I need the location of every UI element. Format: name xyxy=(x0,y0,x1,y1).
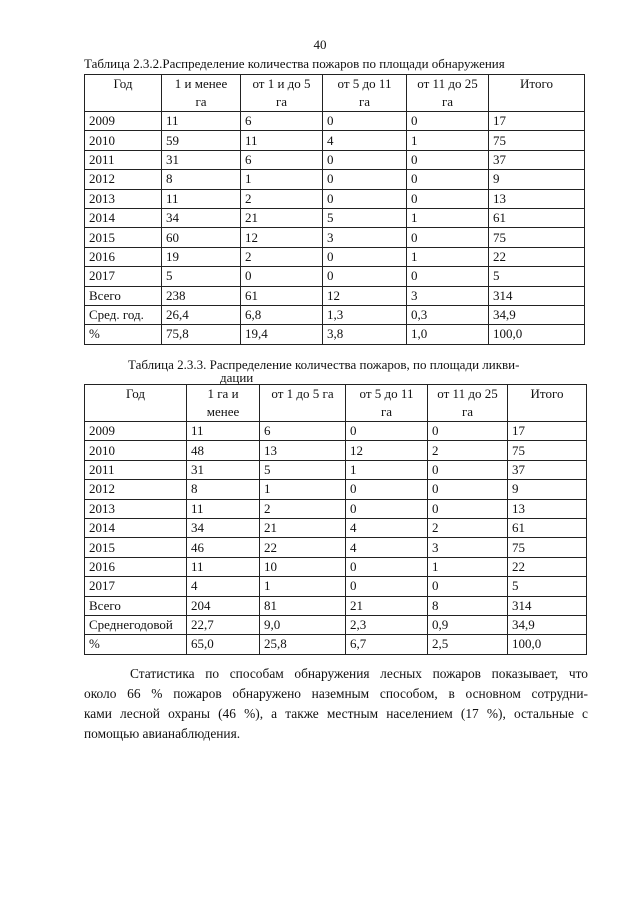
table-cell: 9 xyxy=(489,170,585,189)
table-cell: 31 xyxy=(187,460,260,479)
table-cell: 13 xyxy=(260,441,346,460)
row-label-cell: 2013 xyxy=(85,189,162,208)
table-cell: 6 xyxy=(241,150,323,169)
table-cell: 8 xyxy=(187,480,260,499)
table-cell: 10 xyxy=(260,557,346,576)
table-cell: 0 xyxy=(346,499,428,518)
table-cell: 19 xyxy=(162,247,241,266)
table-cell: 100,0 xyxy=(489,325,585,344)
table-cell: 0 xyxy=(407,170,489,189)
table-cell: 1 xyxy=(260,577,346,596)
table-cell: 11 xyxy=(187,422,260,441)
table-row xyxy=(85,267,585,286)
table-cell: 0 xyxy=(407,228,489,247)
table-cell: 1 xyxy=(241,170,323,189)
table-cell: 1 xyxy=(346,460,428,479)
table-cell: 6,8 xyxy=(241,305,323,324)
table-cell: 5 xyxy=(508,577,587,596)
row-label-cell: 2015 xyxy=(85,538,187,557)
table-cell: 0 xyxy=(407,189,489,208)
column-header-total: Итого xyxy=(489,75,585,112)
table-row xyxy=(85,538,587,557)
table-cell: 1 xyxy=(407,208,489,227)
table-cell: 26,4 xyxy=(162,305,241,324)
row-label-cell: 2015 xyxy=(85,228,162,247)
table-cell: 21 xyxy=(241,208,323,227)
table2-caption-continuation: дации xyxy=(220,370,254,385)
table-cell: 61 xyxy=(508,518,587,537)
table-cell: 11 xyxy=(162,112,241,131)
table-cell: 34 xyxy=(162,208,241,227)
table-cell: 1 xyxy=(407,247,489,266)
column-header-11-to-25ha: от 11 до 25 га xyxy=(428,385,508,422)
table-cell: 2 xyxy=(241,189,323,208)
row-label-cell: Среднегодовой xyxy=(85,615,187,634)
table-cell: 17 xyxy=(489,112,585,131)
table-cell: 19,4 xyxy=(241,325,323,344)
table-cell: 75 xyxy=(508,441,587,460)
table-cell: 204 xyxy=(187,596,260,615)
table-row xyxy=(85,131,585,150)
table-cell: 11 xyxy=(187,557,260,576)
row-label-cell: 2009 xyxy=(85,422,187,441)
table-cell: 75,8 xyxy=(162,325,241,344)
table-cell: 2 xyxy=(428,518,508,537)
column-header-5-to-11ha: от 5 до 11 га xyxy=(346,385,428,422)
row-label-cell: 2014 xyxy=(85,518,187,537)
table-cell: 0 xyxy=(346,557,428,576)
table-cell: 0 xyxy=(407,267,489,286)
table-cell: 1,0 xyxy=(407,325,489,344)
table-row xyxy=(85,518,587,537)
table-row xyxy=(85,596,587,615)
table-row xyxy=(85,247,585,266)
table-cell: 12 xyxy=(241,228,323,247)
table-cell: 8 xyxy=(428,596,508,615)
table-cell: 31 xyxy=(162,150,241,169)
table-cell: 314 xyxy=(508,596,587,615)
table-cell: 0 xyxy=(323,112,407,131)
table-row xyxy=(85,208,585,227)
table-cell: 5 xyxy=(260,460,346,479)
table-row xyxy=(85,189,585,208)
table-cell: 8 xyxy=(162,170,241,189)
table-cell: 4 xyxy=(346,538,428,557)
table-cell: 0 xyxy=(346,480,428,499)
table-row xyxy=(85,615,587,634)
row-label-cell: 2017 xyxy=(85,267,162,286)
table-cell: 0 xyxy=(428,577,508,596)
table-cell: 0 xyxy=(323,170,407,189)
table-cell: 0 xyxy=(346,422,428,441)
table-cell: 3 xyxy=(323,228,407,247)
column-header-1-to-5ha: от 1 и до 5 га xyxy=(241,75,323,112)
row-label-cell: % xyxy=(85,325,162,344)
table-cell: 21 xyxy=(260,518,346,537)
paragraph-line: около 66 % пожаров обнаружено наземным способом, в основном сотрудни- xyxy=(84,686,588,701)
row-label-cell: 2017 xyxy=(85,577,187,596)
table-cell: 0 xyxy=(407,112,489,131)
table-cell: 34,9 xyxy=(489,305,585,324)
table1-caption: Таблица 2.3.2.Распределение количества пожаров по площади обнаружения xyxy=(84,56,505,71)
table-cell: 11 xyxy=(162,189,241,208)
table-cell: 314 xyxy=(489,286,585,305)
table-cell: 46 xyxy=(187,538,260,557)
table-row xyxy=(85,286,585,305)
table-cell: 5 xyxy=(489,267,585,286)
paragraph-line: Статистика по способам обнаружения лесных пожаров показывает, что xyxy=(130,666,588,681)
table-cell: 2 xyxy=(241,247,323,266)
row-label-cell: 2011 xyxy=(85,460,187,479)
row-label-cell: 2016 xyxy=(85,557,187,576)
table-row xyxy=(85,460,587,479)
table-cell: 65,0 xyxy=(187,635,260,654)
table-cell: 61 xyxy=(241,286,323,305)
table-row xyxy=(85,441,587,460)
table-cell: 12 xyxy=(323,286,407,305)
row-label-cell: Всего xyxy=(85,286,162,305)
table-row xyxy=(85,480,587,499)
column-header-1ha-or-less: 1 и менее га xyxy=(162,75,241,112)
table-cell: 5 xyxy=(323,208,407,227)
table-cell: 61 xyxy=(489,208,585,227)
table-cell: 22 xyxy=(489,247,585,266)
table-cell: 1 xyxy=(407,131,489,150)
table-cell: 0 xyxy=(323,267,407,286)
table-cell: 11 xyxy=(241,131,323,150)
table-row xyxy=(85,228,585,247)
table-cell: 2,5 xyxy=(428,635,508,654)
table-cell: 0,9 xyxy=(428,615,508,634)
table-row xyxy=(85,635,587,654)
table-cell: 22 xyxy=(508,557,587,576)
table-cell: 22 xyxy=(260,538,346,557)
table-cell: 37 xyxy=(489,150,585,169)
table-cell: 0 xyxy=(323,189,407,208)
paragraph-line: помощью авианаблюдения. xyxy=(84,726,241,741)
row-label-cell: 2013 xyxy=(85,499,187,518)
table-cell: 13 xyxy=(508,499,587,518)
column-header-total: Итого xyxy=(508,385,587,422)
table-cell: 3 xyxy=(407,286,489,305)
table-cell: 1 xyxy=(428,557,508,576)
table-cell: 1,3 xyxy=(323,305,407,324)
table-row xyxy=(85,112,585,131)
table-cell: 3,8 xyxy=(323,325,407,344)
table-cell: 0 xyxy=(428,460,508,479)
paragraph-line: ками лесной охраны (46 %), а также местным населением (17 %), остальные с xyxy=(84,706,588,721)
table-row xyxy=(85,499,587,518)
row-label-cell: 2010 xyxy=(85,131,162,150)
table-cell: 100,0 xyxy=(508,635,587,654)
column-header-1-to-5ha: от 1 до 5 га xyxy=(260,385,346,422)
table-cell: 60 xyxy=(162,228,241,247)
row-label-cell: 2009 xyxy=(85,112,162,131)
table-cell: 17 xyxy=(508,422,587,441)
column-header-year: Год xyxy=(85,75,162,112)
table-cell: 0 xyxy=(323,247,407,266)
column-header-1ha-or-less: 1 га и менее xyxy=(187,385,260,422)
table-cell: 22,7 xyxy=(187,615,260,634)
fire-detection-area-table xyxy=(84,74,585,345)
table-cell: 75 xyxy=(489,131,585,150)
table-cell: 37 xyxy=(508,460,587,479)
table-row xyxy=(85,577,587,596)
table-cell: 6,7 xyxy=(346,635,428,654)
table-cell: 0 xyxy=(407,150,489,169)
row-label-cell: 2012 xyxy=(85,480,187,499)
table-cell: 11 xyxy=(187,499,260,518)
table-header-row xyxy=(85,75,585,112)
column-header-year: Год xyxy=(85,385,187,422)
table-cell: 4 xyxy=(323,131,407,150)
fire-suppression-area-table xyxy=(84,384,587,655)
row-label-cell: 2016 xyxy=(85,247,162,266)
table-row xyxy=(85,422,587,441)
row-label-cell: % xyxy=(85,635,187,654)
table-cell: 3 xyxy=(428,538,508,557)
table-cell: 34,9 xyxy=(508,615,587,634)
table-cell: 0 xyxy=(346,577,428,596)
column-header-5-to-11ha: от 5 до 11 га xyxy=(323,75,407,112)
table-row xyxy=(85,325,585,344)
table-cell: 12 xyxy=(346,441,428,460)
page-number: 40 xyxy=(313,37,327,52)
table2-caption: Таблица 2.3.3. Распределение количества пожаров, по площади ликви- xyxy=(128,357,520,372)
table-cell: 75 xyxy=(508,538,587,557)
table-cell: 5 xyxy=(162,267,241,286)
table-cell: 0 xyxy=(428,480,508,499)
table-cell: 0,3 xyxy=(407,305,489,324)
table-row xyxy=(85,305,585,324)
table-cell: 2 xyxy=(260,499,346,518)
table-cell: 9,0 xyxy=(260,615,346,634)
table-cell: 2 xyxy=(428,441,508,460)
table-cell: 34 xyxy=(187,518,260,537)
table-cell: 1 xyxy=(260,480,346,499)
table-cell: 59 xyxy=(162,131,241,150)
table-cell: 4 xyxy=(187,577,260,596)
table-row xyxy=(85,170,585,189)
table-header-row xyxy=(85,385,587,422)
table-cell: 2,3 xyxy=(346,615,428,634)
column-header-11-to-25ha: от 11 до 25 га xyxy=(407,75,489,112)
table-cell: 48 xyxy=(187,441,260,460)
table-row xyxy=(85,557,587,576)
row-label-cell: 2014 xyxy=(85,208,162,227)
table-cell: 75 xyxy=(489,228,585,247)
table-cell: 21 xyxy=(346,596,428,615)
row-label-cell: 2011 xyxy=(85,150,162,169)
row-label-cell: Всего xyxy=(85,596,187,615)
table-cell: 9 xyxy=(508,480,587,499)
row-label-cell: 2010 xyxy=(85,441,187,460)
table-cell: 0 xyxy=(323,150,407,169)
table-cell: 0 xyxy=(241,267,323,286)
table-cell: 4 xyxy=(346,518,428,537)
body-paragraph xyxy=(84,664,588,744)
row-label-cell: Сред. год. xyxy=(85,305,162,324)
row-label-cell: 2012 xyxy=(85,170,162,189)
table-cell: 6 xyxy=(241,112,323,131)
table-cell: 0 xyxy=(428,499,508,518)
table-cell: 238 xyxy=(162,286,241,305)
table-cell: 81 xyxy=(260,596,346,615)
table-cell: 6 xyxy=(260,422,346,441)
table-cell: 25,8 xyxy=(260,635,346,654)
table-cell: 0 xyxy=(428,422,508,441)
table-row xyxy=(85,150,585,169)
table-cell: 13 xyxy=(489,189,585,208)
